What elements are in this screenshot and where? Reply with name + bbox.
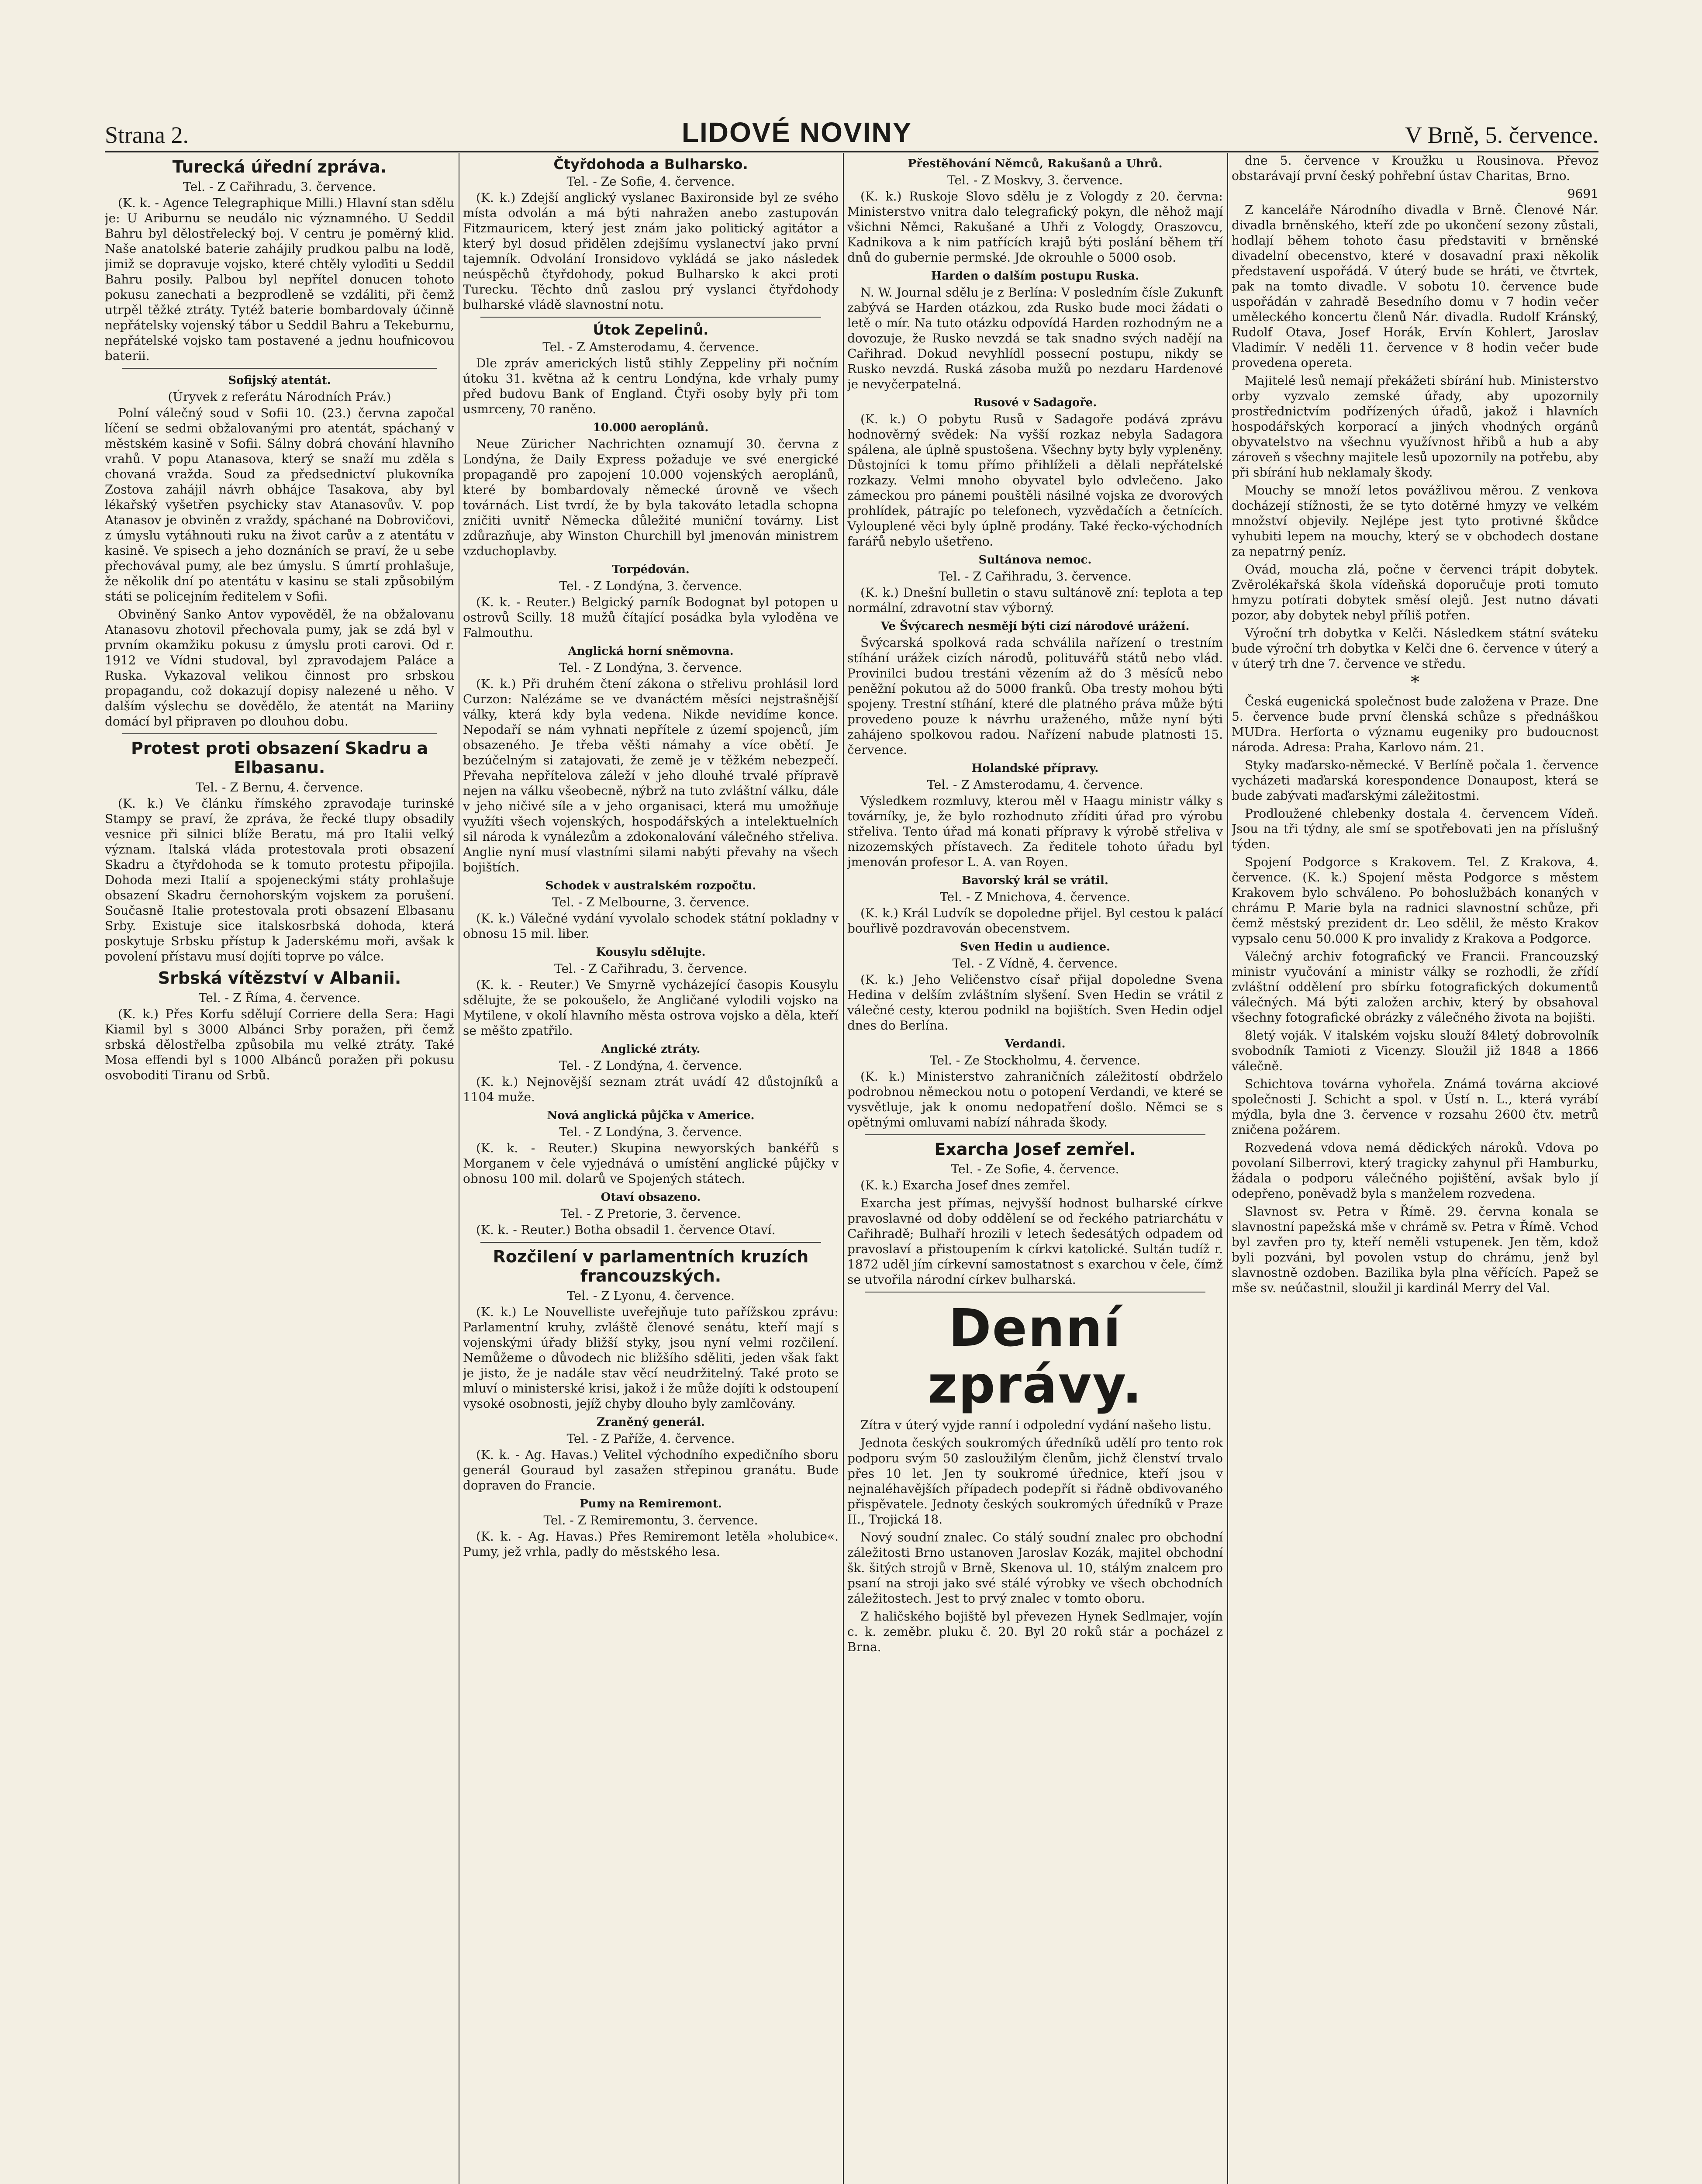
dateline: Tel. - Z Pretorie, 3. července. — [560, 1206, 741, 1221]
article-headline: Srbská vítězství v Albanii. — [158, 968, 401, 988]
dateline: Tel. - Z Moskvy, 3. července. — [947, 173, 1123, 187]
article-body: Polní válečný soud v Sofii 10. (23.) června započal líčení se sedmi obžalovanými pro atentát, spáchaný v městském kasině v Sofii. Sálny dobrá chování hlavního vrahů. V popu Atanasova, který se snaží mu zděla s chovaná vražda. Soud za předsednictví plukovníka Zostova zahájil návrh obhájce Tasakova, aby byl lékařský vyšetřen psychicky stav Atanasovův. V. pop Atanasov je obviněn z vraždy, spáchané na Dobrovičovi, z úmyslu vytáhnouti ruku na život carův a z atentátu v kasině. Ve spisech a jeho doznáních se praví, že u sebe přechovával pumy, ale bez úmyslu. S úmrtí prohlašuje, že několik dní po atentátu v kasinu se stali způsobilým státi se policejním ředitelem v Sofii. — [105, 406, 454, 604]
article-body: Dle zpráv amerických listů stihly Zeppeliny při nočním útoku 31. května až k centru Londýna, kde vrhaly pumy před budovu Bank of England. Čtyři osoby byly při tom usmrceny, 70 raněno. — [463, 356, 839, 416]
dateline: Tel. - Z Londýna, 4. července. — [559, 1058, 742, 1073]
article-headline: Protest proti obsazení Skadru a Elbasanu. — [131, 739, 428, 777]
dateline: Tel. - Ze Sofie, 4. července. — [566, 174, 735, 189]
article-headline: Nová anglická půjčka v Americe. — [547, 1109, 755, 1122]
article-body: (K. k. - Reuter.) Botha obsadil 1. července Otaví. — [476, 1223, 776, 1237]
article-body: Neue Züricher Nachrichten oznamují 30. června z Londýna, že Daily Express požaduje ve své energické propagandě pro zapojení 10.000 vojenských aeroplánů, které by bombardovaly německé úrovně ve všech továrnách. List tvrdí, že by byla takováto letadla schopna zničiti uvnitř Německa důležité muniční továrny. List zdůrazňuje, aby Winston Churchill byl jmenován ministrem vzduchoplavby. — [463, 437, 839, 558]
article-body: (K. k. - Ag. Havas.) Velitel východního expedičního sboru generál Gouraud byl zasažen střepinou granátu. Bude dopraven do Francie. — [463, 1448, 839, 1493]
article-headline: Otaví obsazeno. — [601, 1191, 701, 1204]
dateline: Tel. - Z Cařihradu, 3. července. — [183, 180, 376, 194]
article-body: (K. k.) Ministerstvo zahraničních záležitostí obdrželo podrobnou německou notu o potopení Verdandi, ve které se vysvětluje, jak k onomu nedopatření došlo. Němci se s opětnými omluvami nabízí náhrada škody. — [847, 1069, 1223, 1130]
section-star: * — [1411, 672, 1419, 692]
dateline: Tel. - Ze Stockholmu, 4. července. — [929, 1053, 1141, 1068]
dateline: Tel. - Z Říma, 4. července. — [198, 991, 361, 1005]
article-body: Styky maďarsko-německé. V Berlíně počala 1. července vycházeti maďarská korespondence Donaupost, která se bude zabývati maďarskými záležitostmi. — [1232, 758, 1598, 803]
article-headline: Sofijský atentát. — [228, 374, 331, 387]
article-headline: Pumy na Remiremont. — [580, 1497, 722, 1510]
article-headline: Ve Švýcarech nesmějí býti cizí národové urážení. — [880, 620, 1190, 633]
article-headline: Čtyřdohoda a Bulharsko. — [553, 156, 748, 173]
article-body: (K. k. - Agence Telegraphique Milli.) Hlavní stan sdělu je: U Ariburnu se neudálo nic významného. U Seddil Bahru byl dělostřelecký boj. V centru je poměrný klid. Naše anatolské baterie zahájily prudkou palbu na lodě, jimiž se dopravuje vojsko, které chtěly vyloďiti u Seddil Bahru posily. Palbou byl nepřítel donucen tohoto pokusu zanechati a bezprodleně se vzdáliti, při čemž utrpěl těžké ztráty. Tytéž baterie bombardovaly účinně nepřátelsky vojenský tábor u Seddil Bahru a Tekeburnu, nepřátelské vojsko tam postavené a jednu houfnicovou baterii. — [105, 196, 454, 363]
article-body: Výsledkem rozmluvy, kterou měl v Haagu ministr války s továrníky, je, že bylo rozhodnuto zříditi úřad pro výrobu střeliva. Tento úřad má konati přípravy k výrobě střeliva v nizozemských přístavech. Za ředitele tohoto úřadu byl jmenován profesor L. A. van Royen. — [847, 794, 1223, 869]
dateline: Tel. - Z Mnichova, 4. července. — [940, 890, 1130, 904]
article-headline: Sven Hedin u audience. — [960, 940, 1111, 954]
article-body: Z haličského bojiště byl převezen Hynek Sedlmajer, vojín c. k. zeměbr. pluku č. 20. Byl 20 roků stár a pocházel z Brna. — [847, 1609, 1223, 1654]
dateline: Tel. - Ze Sofie, 4. července. — [951, 1162, 1119, 1176]
column-4 — [1232, 153, 1598, 2184]
article-body: (K. k. - Reuter.) Belgický parník Bodognat byl potopen u ostrovů Scilly. 18 mužů čítající posádka byla vyloděna ve Falmouthu. — [463, 595, 839, 640]
article-body: Majitelé lesů nemají překážeti sbírání hub. Ministerstvo orby vyzvalo zemské úřady, aby upozornily prostřednictvím podřízených úřadů, jakož i hlavních hospodářských korporací a jiných vhodných orgánů obyvatelstvo na všechnu využívnost hřibů a hub a aby zároveň s všechny majitele lesů upozornily na potřebu, aby při sbírání hub neklamaly škody. — [1232, 373, 1598, 480]
article-separator — [865, 1134, 1205, 1135]
article-body: (K. k.) Při druhém čtení zákona o střelivu prohlásil lord Curzon: Nalézáme se ve dvanáctém měsíci nejstrašnější války, která kdy byla vedena. Nikde nevidíme konce. Nepodaří se nám vyhnati nepřítele z území spojenců, jím obsazeného. Je třeba věšti námahy a více obětí. Je bezúčelným si zatajovati, že země je v těžkém nebezpečí. Převaha nepřítelova záleží v jeho dlouhé trvalé přípravě nejen na válku všeobecně, nýbrž na tuto zvláštní válku, dále v jeho ničivé síle a v jeho organisaci, která mu umožňuje využíti všech vojenských, hospodářských a intelektuelních sil národa k vynálezům a zdokonalování válečného střeliva. Anglie nyní musí vlastními silami nabýti převahy na všech bojištích. — [463, 677, 839, 874]
article-headline: Verdandi. — [1005, 1037, 1066, 1051]
article-headline: Útok Zepelinů. — [593, 321, 709, 338]
article-body: (K. k. - Reuter.) Ve Smyrně vycházející časopis Kousylu sdělujte, že se pokoušelo, že Angličané vylodili vojsko na Mytilene, v okolí hlavního města ostrova vojsko a děla, kteří se měšto zpatřilo. — [463, 978, 839, 1038]
article-separator — [122, 733, 437, 734]
article-headline: Zraněný generál. — [597, 1416, 705, 1429]
article-headline: Přestěhování Němců, Rakušanů a Uhrů. — [908, 157, 1163, 170]
dateline: Tel. - Z Londýna, 3. července. — [559, 579, 742, 593]
article-body: (K. k.) Jeho Veličenstvo císař přijal dopoledne Svena Hedina v delším zvláštním slyšení. Sven Hedin se vrátil z válečné cesty, kterou podnikl na bojištích. Sven Hedin odjel dnes do Berlína. — [847, 972, 1223, 1033]
article-body: Spojení Podgorce s Krakovem. Tel. Z Krakova, 4. července. (K. k.) Spojení města Podgorce s městem Krakovem bylo schváleno. Po bohoslužbách konaných v chrámu P. Marie byla na radnici slavnostní schůze, při čemž městský prezident dr. Leo sdělil, že město Krakov vypsalo cenu 50.000 K pro invalidy z Krakova a Podgorce. — [1232, 855, 1598, 946]
article-headline: Rusové v Sadagoře. — [973, 396, 1097, 409]
article-headline: Exarcha Josef zemřel. — [934, 1140, 1136, 1159]
article-headline: Holandské přípravy. — [971, 762, 1099, 775]
date-line: V Brně, 5. července. — [1405, 122, 1598, 148]
column-divider — [843, 153, 844, 2184]
article-body: Prodloužené chlebenky dostala 4. červencem Vídeň. Jsou na tři týdny, ale smí se spotřebovati jen na příslušný týden. — [1232, 806, 1598, 851]
article-body: Zítra v úterý vyjde ranní i odpolední vydání našeho listu. — [860, 1418, 1212, 1432]
article-headline: Torpédován. — [612, 563, 690, 576]
article-body: (K. k.) O pobytu Rusů v Sadagoře podává zprávu hodnověrný svědek: Na vyšší rozkaz nebyla Sadagora spálena, ale úplně spustošena. Všechny byty byly vypleněny. Důstojníci k tomu přímo přihlíželi a dělali nepřátelské rozkazy. Velmi mnoho obyvatel bylo odvlečeno. Jako zámeckou pro pánemi pouštěli násilné vojska ze dvorových prohlídek, pátrajíc po telefonech, vyzvědačích a četnících. Vylouplené věci byly úplně prodány. Také řecko-východních farářů nebylo ušetřeno. — [847, 412, 1223, 549]
masthead-title: LIDOVÉ NOVINY — [681, 117, 912, 148]
article-body: Švýcarská spolková rada schválila nařízení o trestním stíhání urážek cizích národů, polituvářů států nebo vlád. Provinilci budou trestáni vězením až do 3 měsíců nebo peněžní pokutou až do 5000 franků. Oba tresty mohou býti spojeny. Trestní stíhání, které dle platného práva může býti provedeno pouze k návrhu uraženého, může nyní býti zahájeno spolkovou radou. Nařízení nabude platnosti 15. července. — [847, 636, 1223, 757]
article-body: (K. k.) Válečné vydání vyvolalo schodek státní pokladny v obnosu 15 mil. liber. — [463, 911, 839, 941]
article-body: Exarcha jest přímas, nejvyšší hodnost bulharské církve pravoslavné od doby oddělení se od řeckého patriarchátu v Cařihradě; Bulhaří hrozili v letech šedesátých odpadem od pravoslaví a přistoupením k církvi katolické. Sultán tudíž r. 1872 uděl jím církevní samostatnost s exarchou v čele, čímž se utvořila národní církev bulharská. — [847, 1196, 1223, 1287]
article-separator — [480, 1242, 821, 1243]
article-body: Rozvedená vdova nemá dědických nároků. Vdova po povolaní Silberrovi, který tragicky zahynul při Hamburku, žádala o podporu válečného pojištění, avšak bylo jí odepřeno, poněvadž byla s manželem rozvedena. — [1232, 1140, 1598, 1201]
article-headline: Schodek v australském rozpočtu. — [545, 879, 756, 892]
dateline: Tel. - Z Paříže, 4. července. — [566, 1431, 735, 1446]
article-body: Mouchy se množí letos povážlivou měrou. Z venkova docházejí stížnosti, že se tyto dotěrné hmyzy ve velkém množství objevily. Nejlépe jest tyto protivné škůdce vyhubiti lepem na mouchy, který se v obchodech dostane za nepatrný peníz. — [1232, 483, 1598, 559]
article-body: Nový soudní znalec. Co stálý soudní znalec pro obchodní záležitosti Brno ustanoven Jaroslav Kozák, majitel obchodní šk. šitých strojů v Brně, Skenova ul. 10, stálým znalcem pro psaní na stroji jako své stálé výrobky ve všech obchodních záležitostech. Jest to prvý znalec v tomto oboru. — [847, 1530, 1223, 1606]
column-divider — [1227, 153, 1228, 2184]
dateline: Tel. - Z Cařihradu, 3. července. — [939, 569, 1132, 584]
article-body: N. W. Journal sdělu je z Berlína: V posledním čísle Zukunft zabývá se Harden otázkou, zda Rusko bude moci žádati o letě o mír. Na tuto otázku odpovídá Harden rozhodným ne a dovozuje, že Rusko nevzdá se tak snadno svých nadějí na Cařihrad. Dokud nevyhlídl possecní postupu, nikdy se Rusko nevzdá. Ruská zásoba mužů po nezdaru Hardenové je nevyčerpatelná. — [847, 285, 1223, 391]
dateline: Tel. - Z Bernu, 4. července. — [196, 780, 363, 795]
column-3 — [847, 153, 1223, 2184]
page-number: 9691 — [1567, 187, 1598, 201]
article-body: (K. k.) Ve článku římského zpravodaje turinské Stampy se praví, že zpráva, že řecké tlupy obsadily vesnice při silnici blíže Beratu, má pro Italii velký význam. Italská vláda protestovala proti obsazení Skadru a čtyřdohoda se k tomuto protestu připojila. Dohoda mezi Italií a spojeneckými státy prohlašuje obsazení Skadru černohorským vojskem za porušení. Současně Italie protestovala proti obsazení Elbasanu Srby. Existuje sice italskosrbská dohoda, která poskytuje Srbsku přístup k Jaderskému moři, avšak k povolení přístavu musí dojíti toprve po válce. — [105, 796, 454, 964]
article-body: Výroční trh dobytka v Kelči. Následkem státní sváteku bude výroční trh dobytka v Kelči dne 6. července v úterý a v úterý trh dne 7. července ve středu. — [1232, 626, 1598, 671]
article-headline: Anglické ztráty. — [601, 1043, 701, 1056]
article-body: Česká eugenická společnost bude založena v Praze. Dne 5. července bude první členská schůze s přednáškou MUDra. Herforta o významu eugeniky pro budoucnost národa. Adresa: Praha, Karlovo nám. 21. — [1232, 694, 1598, 754]
dateline: Tel. - Z Amsterodamu, 4. července. — [927, 778, 1143, 792]
article-body: (K. k.) Přes Korfu sdělují Corriere della Sera: Hagi Kiamil byl s 3000 Albánci Srby poražen, při čemž srbská dělostřelba způsobila mu velké ztráty. Také Mosa effendi byl s 1000 Albánců poražen při pokusu osvoboditi Tiranu od Srbů. — [105, 1007, 454, 1082]
article-headline: Bavorský král se vrátil. — [962, 874, 1108, 887]
dateline: Tel. - Z Lyonu, 4. července. — [566, 1289, 735, 1303]
section-heading: Denní zprávy. — [927, 1298, 1143, 1415]
article-body: (K. k. - Reuter.) Skupina newyorských bankéřů s Morganem v čele vyjednává o umístění anglické půjčky v obnosu 100 mil. dolarů ve Spojených státech. — [463, 1141, 839, 1186]
article-body: (K. k.) Nejnovější seznam ztrát uvádí 42 důstojníků a 1104 muže. — [463, 1075, 839, 1104]
article-body: dne 5. července v Kroužku u Rousinova. Převoz obstarávají první český pohřební ústav Charitas, Brno. — [1232, 153, 1598, 183]
dateline: Tel. - Z Remiremontu, 3. července. — [543, 1513, 758, 1527]
article-separator — [480, 317, 821, 318]
page-header — [105, 109, 1598, 149]
dateline: (Úryvek z referátu Národních Práv.) — [168, 390, 391, 404]
article-body: Jednota českých soukromých úředníků udělí pro tento rok podporu svým 50 zasloužilým členům, jichž členství trvalo přes 10 let. Jen ty soukromé úřednice, kteří jsou v nejnaléhavějších případech podepřít si řádně obdivovaného přispěvatele. Jednoty českých soukromých úředníků v Praze II., Trojická 18. — [847, 1436, 1223, 1527]
column-1 — [105, 153, 454, 2184]
article-body: (K. k.) Zdejší anglický vyslanec Baxironside byl ze svého místa odvolán a má býti nahražen anebo zastupován Fitzmauricem, který jest znám jako politický agitátor a který byl dosud přidělen zdejšímu vyslanectví jako první tajemník. Odvolání Ironsidovo vykládá se jako následek neúspěchů čtyřdohody, pokud Bulharsko k akci proti Turecku. Těchto dnů zaslou prý vyslanci čtyřdohody bulharské vládě slavnostní notu. — [463, 190, 839, 312]
dateline: Tel. - Z Melbourne, 3. července. — [552, 895, 750, 909]
article-headline: Sultánova nemoc. — [978, 553, 1092, 567]
article-body: Válečný archiv fotografický ve Francii. Francouzský ministr vyučování a ministr války se rozhodli, že zřídí zvláštní oddělení pro sbírku fotografických dokumentů válečných. Má býti založen archiv, který by obsahoval všechny fotografické obrázky z válečného života na bojišti. — [1232, 949, 1598, 1025]
dateline: Tel. - Z Amsterodamu, 4. července. — [542, 340, 759, 354]
article-body: Obviněný Sanko Antov vypověděl, že na obžalovanu Atanasovu zhotovil přechovala pumy, jak se zdá byl v prvním okamžiku pokusu z úmyslu proti carovi. Od r. 1912 ve Vídni studoval, byl zpravodajem Paláce a Ruska. Vykazoval velikou činnost pro srbskou propagandu, což dokazují dopisy nalezené u něho. V dalším výslechu se dovědělo, že atentát na Mariiny domácí byl připraven po dlouhou dobu. — [105, 607, 454, 729]
dateline: Tel. - Z Cařihradu, 3. července. — [554, 961, 747, 976]
article-body: (K. k.) Ruskoje Slovo sdělu je z Vologdy z 20. června: Ministerstvo vnitra dalo telegrafický pokyn, dle něhož mají všichni Němci, Rakušané a Uhři z Vologdy, Oraszovcu, Kadnikova a k nim patřících krajů býti poslání během tří dnů do gubernie permské. Jde okrouhle o 5000 osob. — [847, 189, 1223, 265]
page-label: Strana 2. — [105, 122, 189, 148]
article-body: (K. k.) Exarcha Josef dnes zemřel. — [860, 1178, 1070, 1192]
article-headline: Harden o dalším postupu Ruska. — [931, 270, 1139, 283]
column-2 — [463, 153, 839, 2184]
article-body: (K. k.) Dnešní bulletin o stavu sultánově zní: teplota a tep normální, zdravotní stav výborný. — [847, 585, 1223, 615]
header-rule — [105, 151, 1598, 152]
article-body: 8letý voják. V italském vojsku slouží 84letý dobrovolník svobodník Tamioti z Vicenzy. Sloužil již 1848 a 1866 válečně. — [1232, 1028, 1598, 1073]
article-body: (K. k. - Ag. Havas.) Přes Remiremont letěla »holubice«. Pumy, jež vrhla, padly do městského lesa. — [463, 1529, 839, 1559]
article-body: Slavnost sv. Petra v Římě. 29. června konala se slavnostní papežská mše v chrámě sv. Petra v Římě. Vchod byl zavřen pro ty, kteří neměli vstupenek. Jen těm, kdož byli pozváni, byl povolen vstup do chrámu, jenž byl slavnostně ozdoben. Bazilika byla plna věřících. Papež se mše sv. neúčastnil, sloužil ji kardinál Merry del Val. — [1232, 1204, 1598, 1295]
dateline: Tel. - Z Vídně, 4. července. — [952, 956, 1118, 971]
dateline: Tel. - Z Londýna, 3. července. — [559, 660, 742, 675]
article-body: (K. k.) Král Ludvík se dopoledne přijel. Byl cestou k palácí bouřlivě pozdravován obecenstvem. — [847, 906, 1223, 936]
dateline: Tel. - Z Londýna, 3. července. — [559, 1125, 742, 1139]
article-body: (K. k.) Le Nouvelliste uveřejňuje tuto pařížskou zprávu: Parlamentní kruhy, zvláště členové senátu, kteří mají s vojenskými úřady bližší styky, jsou nyní velmi rozčilení. Nemůžeme o důvodech nic bližšího sděliti, jeden však fakt je jisto, že je nadále stav věcí neudržitelný. Také proto se mluví o ministerské krisi, jakož i že může dojíti k odstoupení vysoké osobnosti, jejíž chyby dlouho byly zamlčovány. — [463, 1305, 839, 1411]
article-headline: Kousylu sdělujte. — [596, 946, 706, 959]
article-body: Ovád, moucha zlá, počne v červenci trápit dobytek. Zvěrolékařská škola vídeňská doporučuje proti tomuto hmyzu potírati dobytek směsí olejů. Jest nutno dávati pozor, aby dobytek nebyl příliš potřen. — [1232, 562, 1598, 622]
article-separator — [122, 368, 437, 369]
article-headline: Rozčilení v parlamentních kruzích francouzských. — [493, 1247, 809, 1286]
article-body: Schichtova továrna vyhořela. Známá továrna akciové společnosti J. Schicht a spol. v Ústí n. L., která vyrábí mýdla, byla dne 3. července v rozsahu 2600 čtv. metrů zničena požárem. — [1232, 1077, 1598, 1137]
article-body: Z kanceláře Národního divadla v Brně. Členové Nár. divadla brněnského, kteří zde po ukončení sezony zůstali, hodlají během tohoto času představiti v brněnské divadelní obecenstvo, které v dosavadní praxi několik představení uspořádá. V úterý bude se hráti, ve čtvrtek, pak na tomto divadle. V sobotu 10. července bude uspořádán v zahradě Besedního domu v 7 hodin večer uměleckého koncertu členů Nár. divadla. Rudolf Kránský, Rudolf Otava, Josef Horák, Ervín Kohlert, Jaroslav Vladimír. V neděli 11. července v 8 hodin večer bude provedena opereta. — [1232, 203, 1598, 370]
article-headline: Anglická horní sněmovna. — [568, 645, 734, 658]
article-headline: Turecká úřední zpráva. — [172, 157, 387, 176]
article-headline: 10.000 aeroplánů. — [593, 421, 709, 434]
